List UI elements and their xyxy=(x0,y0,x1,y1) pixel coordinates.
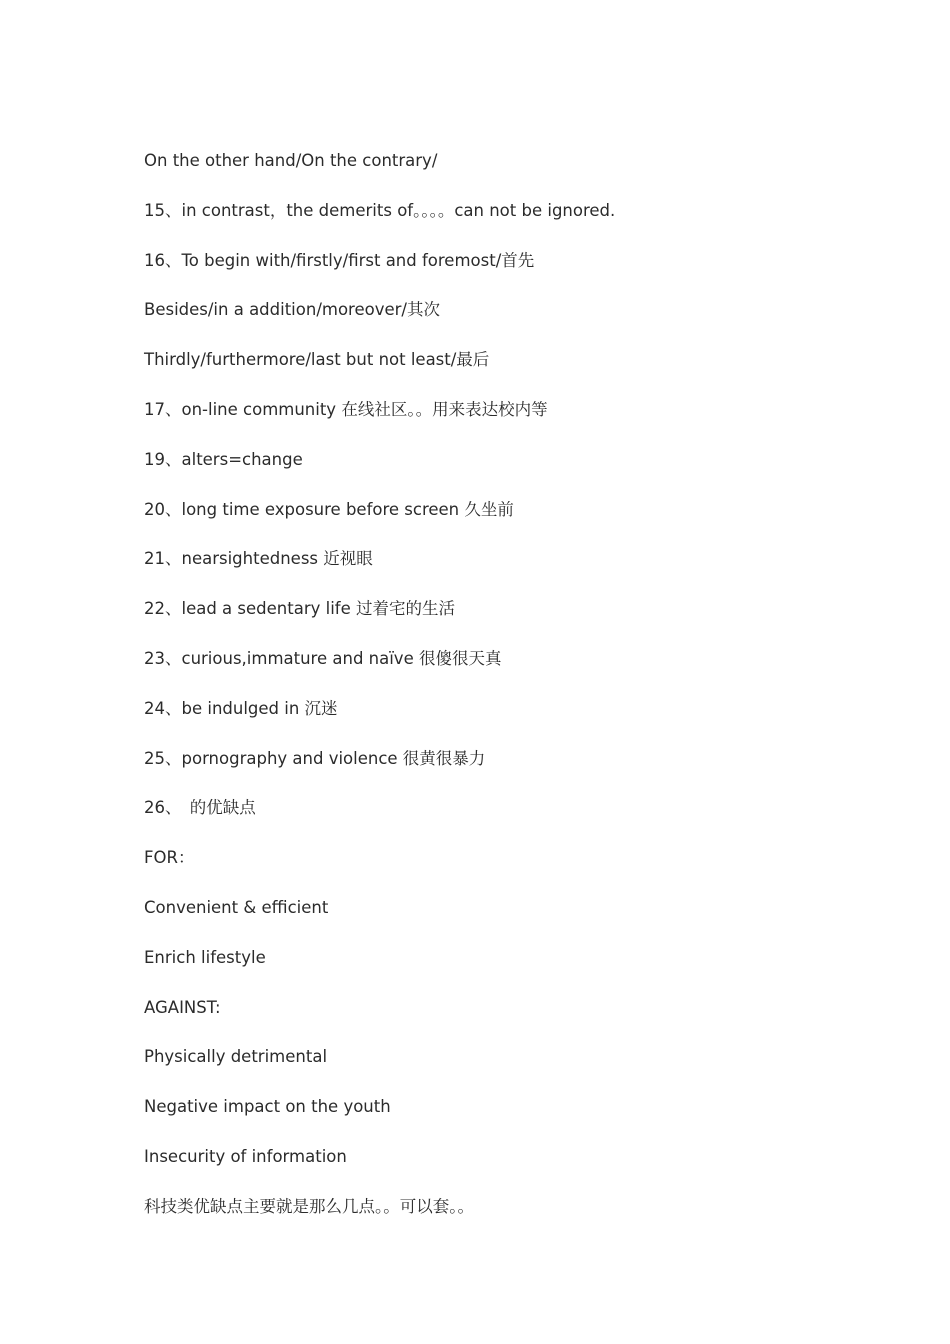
text-line: Thirdly/furthermore/last but not least/最后 xyxy=(144,350,490,370)
text-line: 16、To begin with/firstly/first and foremost/首先 xyxy=(144,250,535,270)
text-line: Besides/in a addition/moreover/其次 xyxy=(144,300,440,320)
text-line: 科技类优缺点主要就是那么几点。。可以套。。 xyxy=(144,1196,474,1216)
text-line: FOR： xyxy=(144,848,195,868)
text-line: 21、nearsightedness 近视眼 xyxy=(144,549,373,569)
text-line: 22、lead a sedentary life 过着宅的生活 xyxy=(144,599,455,619)
document-body xyxy=(144,148,864,1244)
text-line: Negative impact on the youth xyxy=(144,1097,391,1117)
text-line: Enrich lifestyle xyxy=(144,947,266,967)
text-line: 24、be indulged in 沉迷 xyxy=(144,698,338,718)
text-line: 25、pornography and violence 很黄很暴力 xyxy=(144,748,486,768)
text-line: 17、on-line community 在线社区。。用来表达校内等 xyxy=(144,399,548,419)
text-line: Convenient & efficient xyxy=(144,897,329,917)
text-line: Physically detrimental xyxy=(144,1047,328,1067)
text-line: 26、 的优缺点 xyxy=(144,798,256,818)
text-line: 20、long time exposure before screen 久坐前 xyxy=(144,499,514,519)
text-line: Insecurity of information xyxy=(144,1146,347,1166)
text-line: AGAINST: xyxy=(144,997,221,1017)
text-line: On the other hand/On the contrary/ xyxy=(144,151,438,170)
text-line: 19、alters=change xyxy=(144,449,303,469)
text-line: 15、in contrast，the demerits of。。。。can not be ignored. xyxy=(144,200,616,220)
text-line: 23、curious,immature and naïve 很傻很天真 xyxy=(144,648,502,668)
